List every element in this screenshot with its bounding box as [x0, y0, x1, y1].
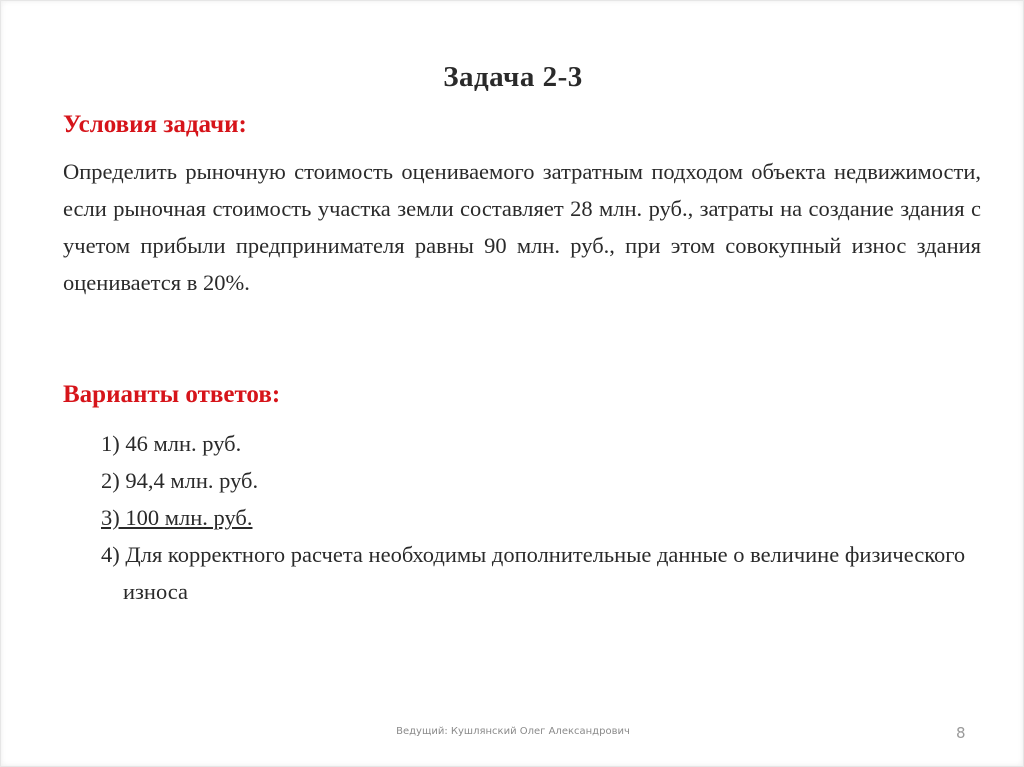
answer-options-list — [101, 425, 981, 610]
answer-option-4 — [101, 536, 981, 610]
answer-option-3 — [101, 499, 981, 536]
answer-option-label: 2) 94,4 млн. руб. — [101, 468, 259, 493]
answers-heading: Варианты ответов: — [63, 381, 281, 408]
answer-option-1 — [101, 425, 981, 462]
conditions-text: Определить рыночную стоимость оцениваемого затратным подходом объекта недвижимости, если рыночная стоимость участка земли составляет 28 млн. руб., затраты на создание здания с учетом прибыли предпринимателя равны 90 млн. руб., при этом совокупный износ здания оценивается в 20%. — [63, 159, 981, 295]
footer-presenter: Ведущий: Кушлянский Олег Александрович — [396, 726, 630, 737]
conditions-heading: Условия задачи: — [63, 111, 247, 138]
page-number: 8 — [956, 724, 966, 742]
answer-option-label: 3) 100 млн. руб. — [101, 505, 253, 530]
answer-option-label: 4) Для корректного расчета необходимы дополнительные данные о величине физического износа — [101, 542, 966, 604]
answer-option-label: 1) 46 млн. руб. — [101, 431, 242, 456]
answer-option-2 — [101, 462, 981, 499]
slide-title: Задача 2-3 — [443, 61, 583, 93]
